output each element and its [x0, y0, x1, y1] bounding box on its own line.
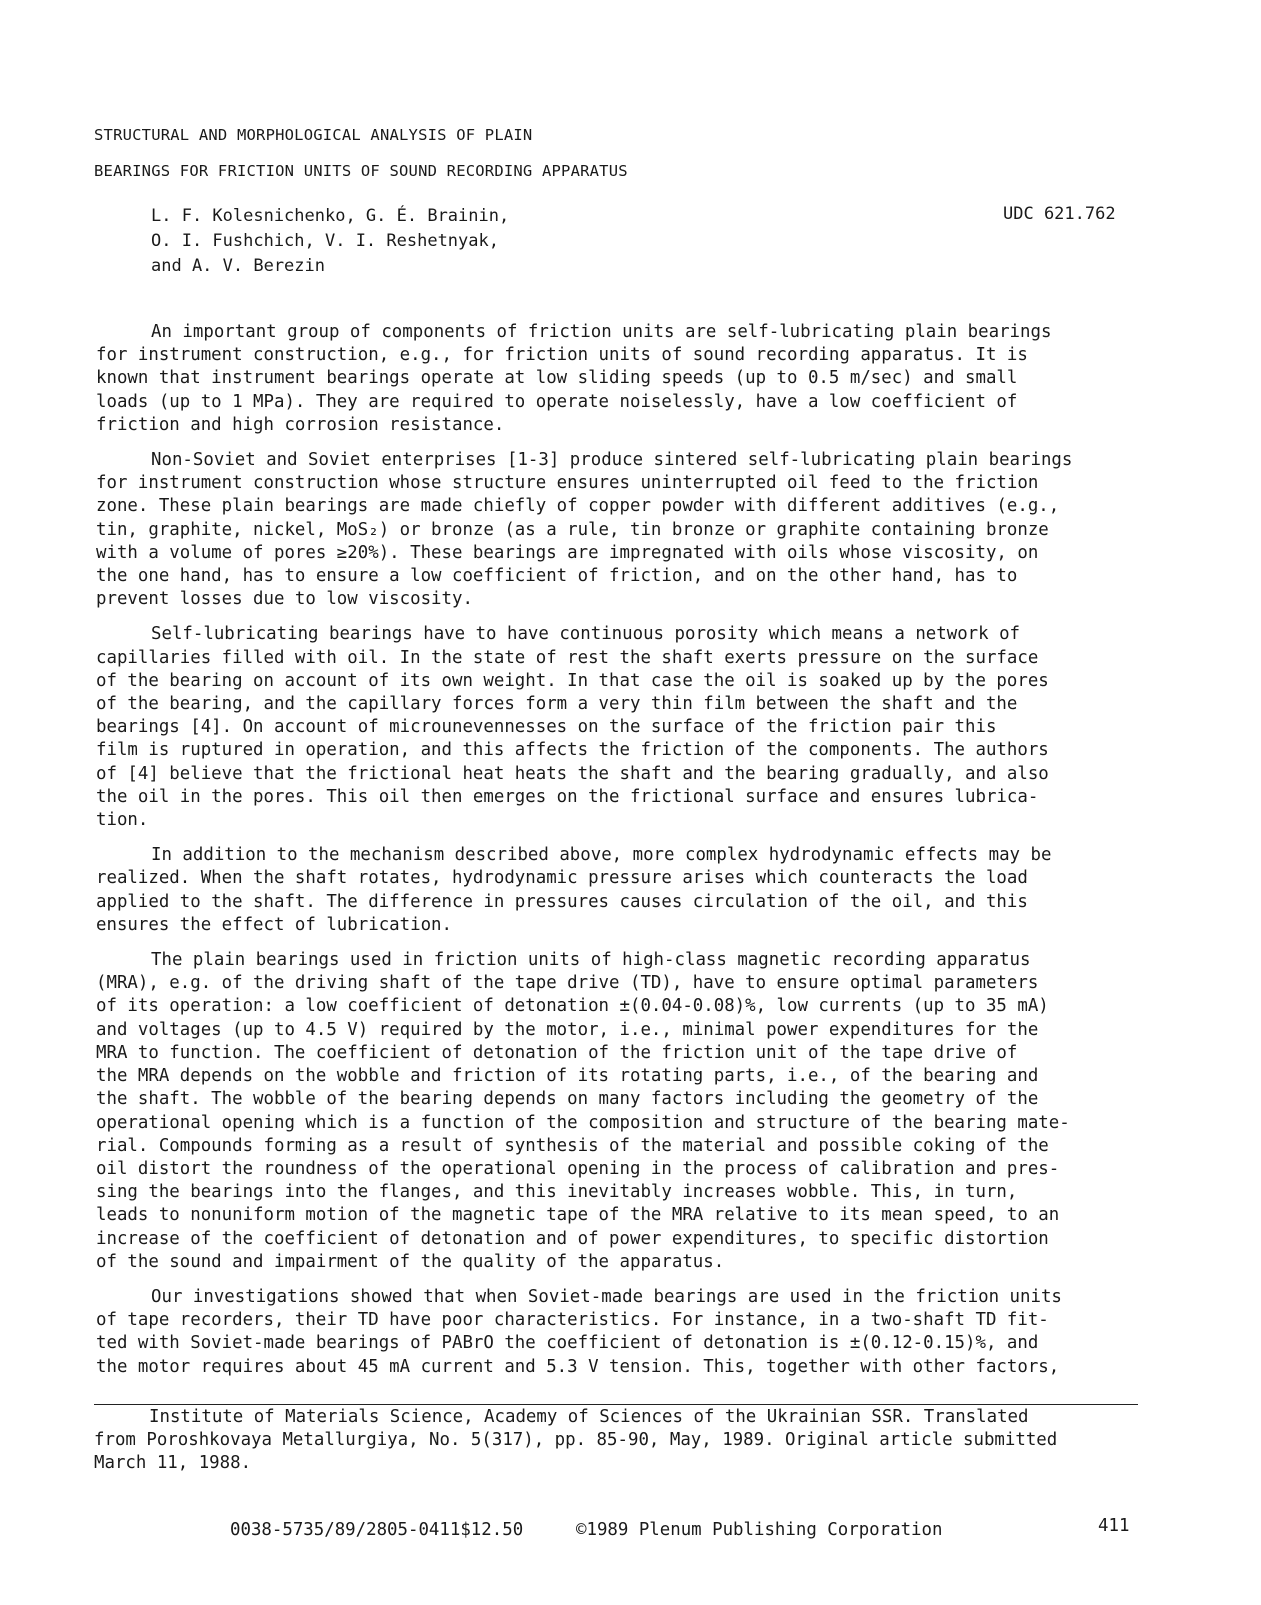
paragraph	[96, 321, 1138, 437]
paragraph-line: of [4] believe that the frictional heat heats the shaft and the bearing gradually, and also	[96, 763, 1049, 784]
footnote-divider	[94, 1404, 1138, 1405]
paragraph-line: (MRA), e.g. of the driving shaft of the tape drive (TD), have to ensure optimal parameters	[96, 973, 1039, 994]
paragraph-line: of the bearing on account of its own weight. In that case the oil is soaked up by the pores	[96, 670, 1049, 691]
paragraph-line: of the sound and impairment of the quality of the apparatus.	[96, 1251, 725, 1272]
copyright-notice: ©1989 Plenum Publishing Corporation	[576, 1520, 943, 1540]
paragraph-line: leads to nonuniform motion of the magnetic tape of the MRA relative to its mean speed, to an	[96, 1205, 1060, 1226]
paragraph-line: loads (up to 1 MPa). They are required to operate noiselessly, have a low coefficient of	[96, 391, 1018, 412]
footnote-line: from Poroshkovaya Metallurgiya, No. 5(317), pp. 85-90, May, 1989. Original article submitted	[94, 1430, 1058, 1451]
author-line: and A. V. Berezin	[151, 256, 325, 276]
paragraph-line: The plain bearings used in friction units of high-class magnetic recording apparatus	[151, 950, 1031, 971]
paragraph-line: of tape recorders, their TD have poor characteristics. For instance, in a two-shaft TD fit-	[96, 1310, 1049, 1331]
paragraph-line: rial. Compounds forming as a result of synthesis of the material and possible coking of the	[96, 1135, 1049, 1156]
author-line: L. F. Kolesnichenko, G. É. Brainin,	[151, 206, 510, 226]
paragraph-line: sing the bearings into the flanges, and this inevitably increases wobble. This, in turn,	[96, 1182, 1018, 1203]
paragraph-line: increase of the coefficient of detonation and of power expenditures, to specific distortion	[96, 1228, 1049, 1249]
paragraph-line: bearings [4]. On account of microunevennesses on the surface of the friction pair this	[96, 717, 997, 738]
paragraph-line: capillaries filled with oil. In the state of rest the shaft exerts pressure on the surface	[96, 647, 1039, 668]
paragraph-line: with a volume of pores ≥20%). These bearings are impregnated with oils whose viscosity, on	[96, 542, 1039, 563]
paragraph	[96, 449, 1138, 611]
article-body	[96, 321, 1138, 1391]
paragraph-line: of the bearing, and the capillary forces form a very thin film between the shaft and the	[96, 694, 1018, 715]
paragraph-line: the motor requires about 45 mA current and 5.3 V tension. This, together with other factors,	[96, 1356, 1060, 1377]
paragraph-line: oil distort the roundness of the operational opening in the process of calibration and pres-	[96, 1158, 1060, 1179]
paragraph-line: ensures the effect of lubrication.	[96, 914, 452, 935]
paragraph-line: MRA to function. The coefficient of detonation of the friction unit of the tape drive of	[96, 1042, 1018, 1063]
title-line-1: STRUCTURAL AND MORPHOLOGICAL ANALYSIS OF PLAIN	[94, 126, 533, 144]
paragraph-line: friction and high corrosion resistance.	[96, 414, 505, 435]
paragraph-line: In addition to the mechanism described above, more complex hydrodynamic effects may be	[151, 845, 1052, 866]
paragraph-line: Non-Soviet and Soviet enterprises [1-3] produce sintered self-lubricating plain bearings	[151, 450, 1073, 471]
paragraph-line: of its operation: a low coefficient of detonation ±(0.04-0.08)%, low currents (up to 35 mA)	[96, 996, 1049, 1017]
paragraph-line: the MRA depends on the wobble and friction of its rotating parts, i.e., of the bearing and	[96, 1066, 1039, 1087]
paragraph	[96, 1286, 1138, 1379]
title-line-2: BEARINGS FOR FRICTION UNITS OF SOUND RECORDING APPARATUS	[94, 162, 628, 180]
paragraph-line: the one hand, has to ensure a low coefficient of friction, and on the other hand, has to	[96, 566, 1018, 587]
paragraph-line: the shaft. The wobble of the bearing depends on many factors including the geometry of the	[96, 1089, 1039, 1110]
paragraph-line: ted with Soviet-made bearings of PABrO the coefficient of detonation is ±(0.12-0.15)%, and	[96, 1333, 1039, 1354]
paragraph-line: film is ruptured in operation, and this affects the friction of the components. The authors	[96, 740, 1049, 761]
author-line: O. I. Fushchich, V. I. Reshetnyak,	[151, 231, 499, 251]
paragraph-line: prevent losses due to low viscosity.	[96, 589, 473, 610]
paragraph-line: An important group of components of friction units are self-lubricating plain bearings	[151, 322, 1052, 342]
issn-code: 0038-5735/89/2805-0411$12.50	[230, 1520, 524, 1540]
page-number: 411	[1098, 1516, 1130, 1536]
footnote	[94, 1406, 1057, 1476]
paragraph-line: zone. These plain bearings are made chiefly of copper powder with different additives (e.g.,	[96, 496, 1060, 517]
paragraph-line: for instrument construction whose structure ensures uninterrupted oil feed to the friction	[96, 473, 1039, 494]
paragraph	[96, 623, 1138, 832]
paragraph-line: known that instrument bearings operate at low sliding speeds (up to 0.5 m/sec) and small	[96, 368, 1018, 389]
author-list	[151, 204, 509, 279]
footnote-line: Institute of Materials Science, Academy of Sciences of the Ukrainian SSR. Translated	[149, 1407, 1029, 1427]
paragraph-line: for instrument construction, e.g., for friction units of sound recording apparatus. It is	[96, 345, 1028, 366]
paragraph-line: applied to the shaft. The difference in pressures causes circulation of the oil, and this	[96, 891, 1028, 912]
paragraph-line: the oil in the pores. This oil then emerges on the frictional surface and ensures lubrica-	[96, 786, 1039, 807]
paragraph	[96, 949, 1138, 1274]
paragraph-line: Self-lubricating bearings have to have continuous porosity which means a network of	[151, 624, 1021, 645]
paragraph-line: and voltages (up to 4.5 V) required by the motor, i.e., minimal power expenditures for the	[96, 1019, 1039, 1040]
udc-code: UDC 621.762	[1003, 204, 1116, 224]
paragraph-line: operational opening which is a function of the composition and structure of the bearing mate-	[96, 1112, 1070, 1133]
paragraph-line: realized. When the shaft rotates, hydrodynamic pressure arises which counteracts the load	[96, 868, 1028, 889]
footnote-line: March 11, 1988.	[94, 1453, 252, 1474]
paragraph	[96, 844, 1138, 937]
paragraph-line: tion.	[96, 810, 149, 831]
paragraph-line: tin, graphite, nickel, MoS₂) or bronze (as a rule, tin bronze or graphite containing bronze	[96, 519, 1049, 540]
paragraph-line: Our investigations showed that when Soviet-made bearings are used in the friction units	[151, 1286, 1062, 1307]
